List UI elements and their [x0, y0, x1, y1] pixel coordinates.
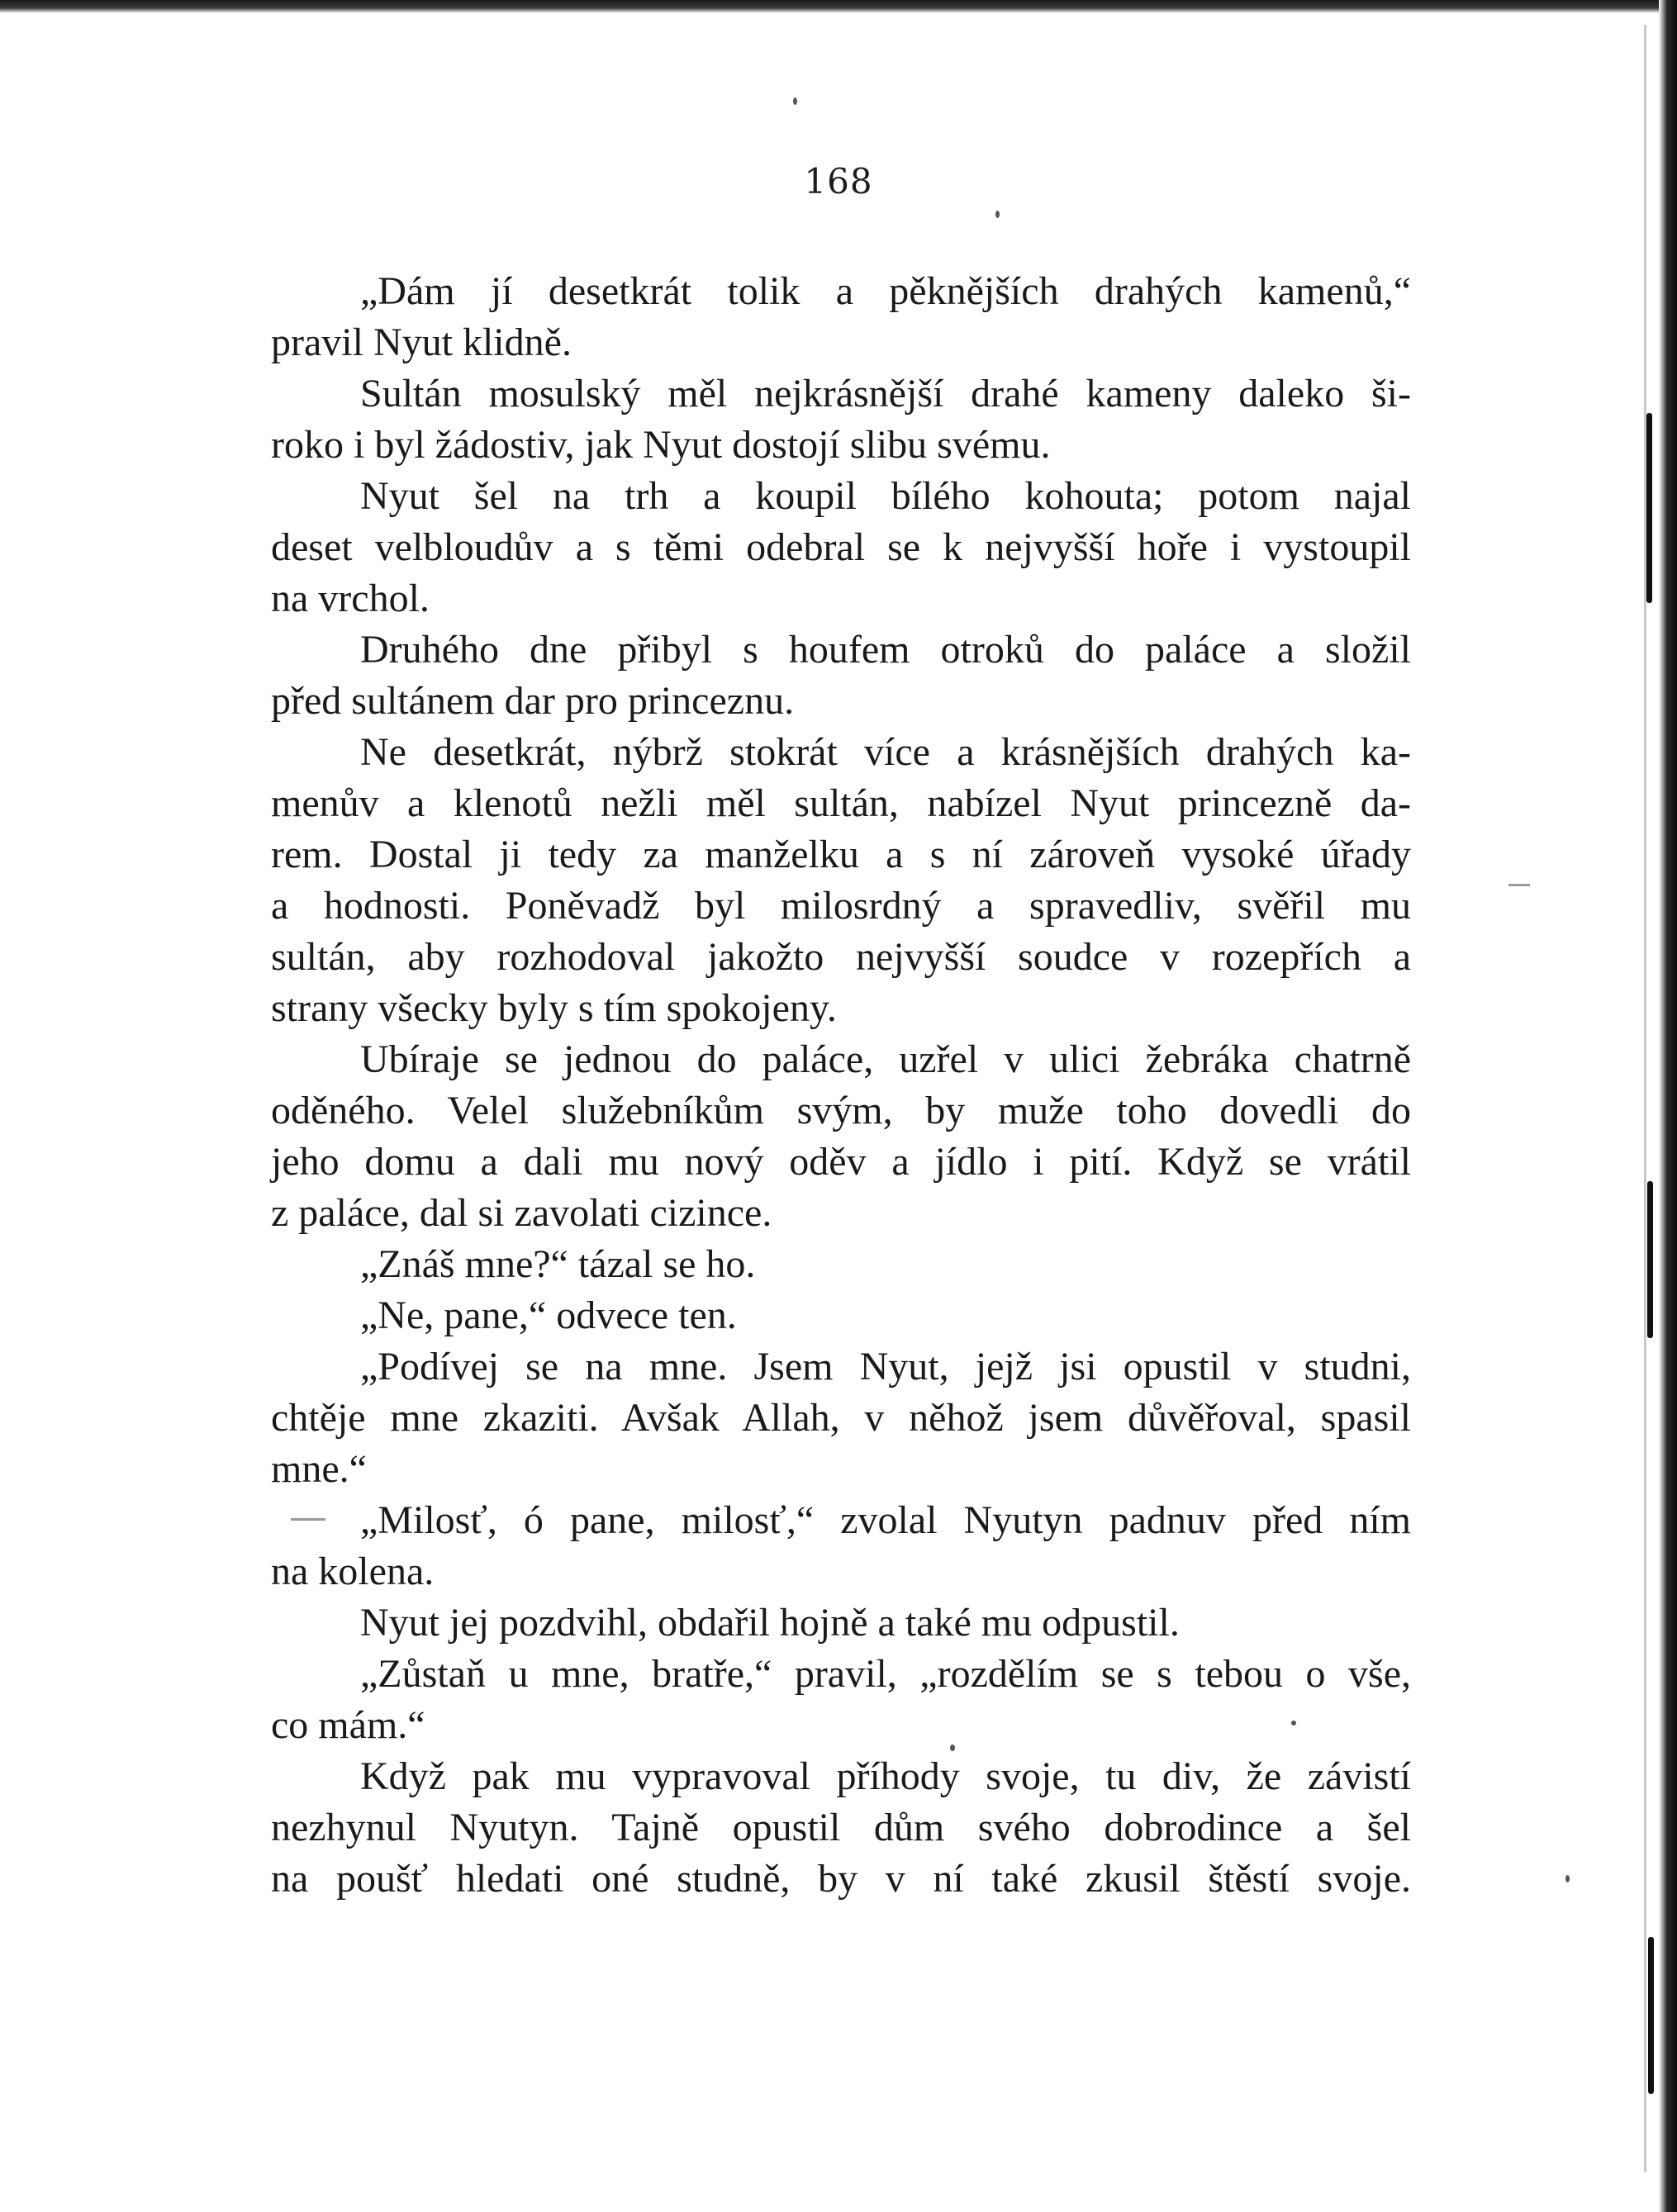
- text-line: nezhynul Nyutyn. Tajně opustil dům svého dobrodince a šel: [271, 1806, 1411, 1849]
- text-line: rem. Dostal ji tedy za manželku a s ní zároveň vysoké úřady: [271, 833, 1411, 876]
- text-line: oděného. Velel služebníkům svým, by muže toho dovedli do: [271, 1089, 1411, 1132]
- text-line: na kolena.: [271, 1550, 435, 1593]
- text-line: Když pak mu vypravoval příhody svoje, tu div, že závistí: [360, 1754, 1411, 1798]
- ink-speck: [793, 97, 797, 105]
- text-line: „Znáš mne?“ tázal se ho.: [360, 1242, 756, 1286]
- text-line: chtěje mne zkaziti. Avšak Allah, v něhož jsem důvěřoval, spasil: [271, 1396, 1411, 1440]
- text-line: menův a klenotů nežli měl sultán, nabízel Nyut princezně da-: [271, 781, 1411, 825]
- text-line: Sultán mosulský měl nejkrásnější drahé kameny daleko ši-: [360, 372, 1411, 415]
- text-line: jeho domu a dali mu nový oděv a jídlo i pití. Když se vrátil: [271, 1140, 1411, 1184]
- text-line: „Ne, pane,“ odvece ten.: [360, 1293, 737, 1337]
- text-line: deset velbloudův a s těmi odebral se k nejvyšší hoře i vystoupil: [271, 525, 1411, 569]
- text-line: „Podívej se na mne. Jsem Nyut, jejž jsi opustil v studni,: [360, 1345, 1411, 1388]
- binding-mark: [1647, 1181, 1653, 1338]
- text-line: na vrchol.: [271, 577, 430, 620]
- text-line: Nyut šel na trh a koupil bílého kohouta; potom najal: [360, 474, 1411, 518]
- binding-mark: [1648, 1937, 1654, 2094]
- text-line: z paláce, dal si zavolati cizince.: [271, 1191, 772, 1235]
- text-line: Druhého dne přibyl s houfem otroků do paláce a složil: [360, 628, 1411, 672]
- text-line: strany všecky byly s tím spokojeny.: [271, 986, 837, 1030]
- text-line: Nyut jej pozdvihl, obdařil hojně a také mu odpustil.: [360, 1601, 1180, 1645]
- text-line: před sultánem dar pro princeznu.: [271, 679, 795, 723]
- text-line: a hodnosti. Poněvadž byl milosrdný a spravedliv, svěřil mu: [271, 884, 1411, 928]
- text-line: Ne desetkrát, nýbrž stokrát více a krásnějších drahých ka-: [360, 730, 1411, 774]
- margin-mark: [1508, 884, 1530, 886]
- binding-mark: [1646, 413, 1652, 603]
- text-line: sultán, aby rozhodoval jakožto nejvyšší soudce v rozepřích a: [271, 935, 1411, 979]
- text-line: roko i byl žádostiv, jak Nyut dostojí slibu svému.: [271, 423, 1051, 467]
- scan-edge-top: [0, 0, 1677, 13]
- scan-edge-right: [1659, 0, 1677, 2212]
- body-text: [271, 266, 1411, 1905]
- ink-speck: [1565, 1875, 1570, 1882]
- text-line: „Zůstaň u mne, bratře,“ pravil, „rozdělím se s tebou o vše,: [360, 1652, 1411, 1696]
- text-line: Ubíraje se jednou do paláce, uzřel v ulici žebráka chatrně: [360, 1037, 1411, 1081]
- text-line: mne.“: [271, 1447, 367, 1491]
- ink-speck: [995, 211, 1000, 218]
- page-edge-line: [1644, 25, 1646, 2172]
- page-number: 168: [804, 161, 873, 202]
- text-line: pravil Nyut klidně.: [271, 320, 572, 364]
- text-line: „Milosť, ó pane, milosť,“ zvolal Nyutyn padnuv před ním: [360, 1498, 1411, 1542]
- text-line: „Dám jí desetkrát tolik a pěknějších drahých kamenů,“: [360, 269, 1411, 313]
- text-line: co mám.“: [271, 1703, 425, 1747]
- text-line: na poušť hledati oné studně, by v ní také zkusil štěstí svoje.: [271, 1857, 1411, 1901]
